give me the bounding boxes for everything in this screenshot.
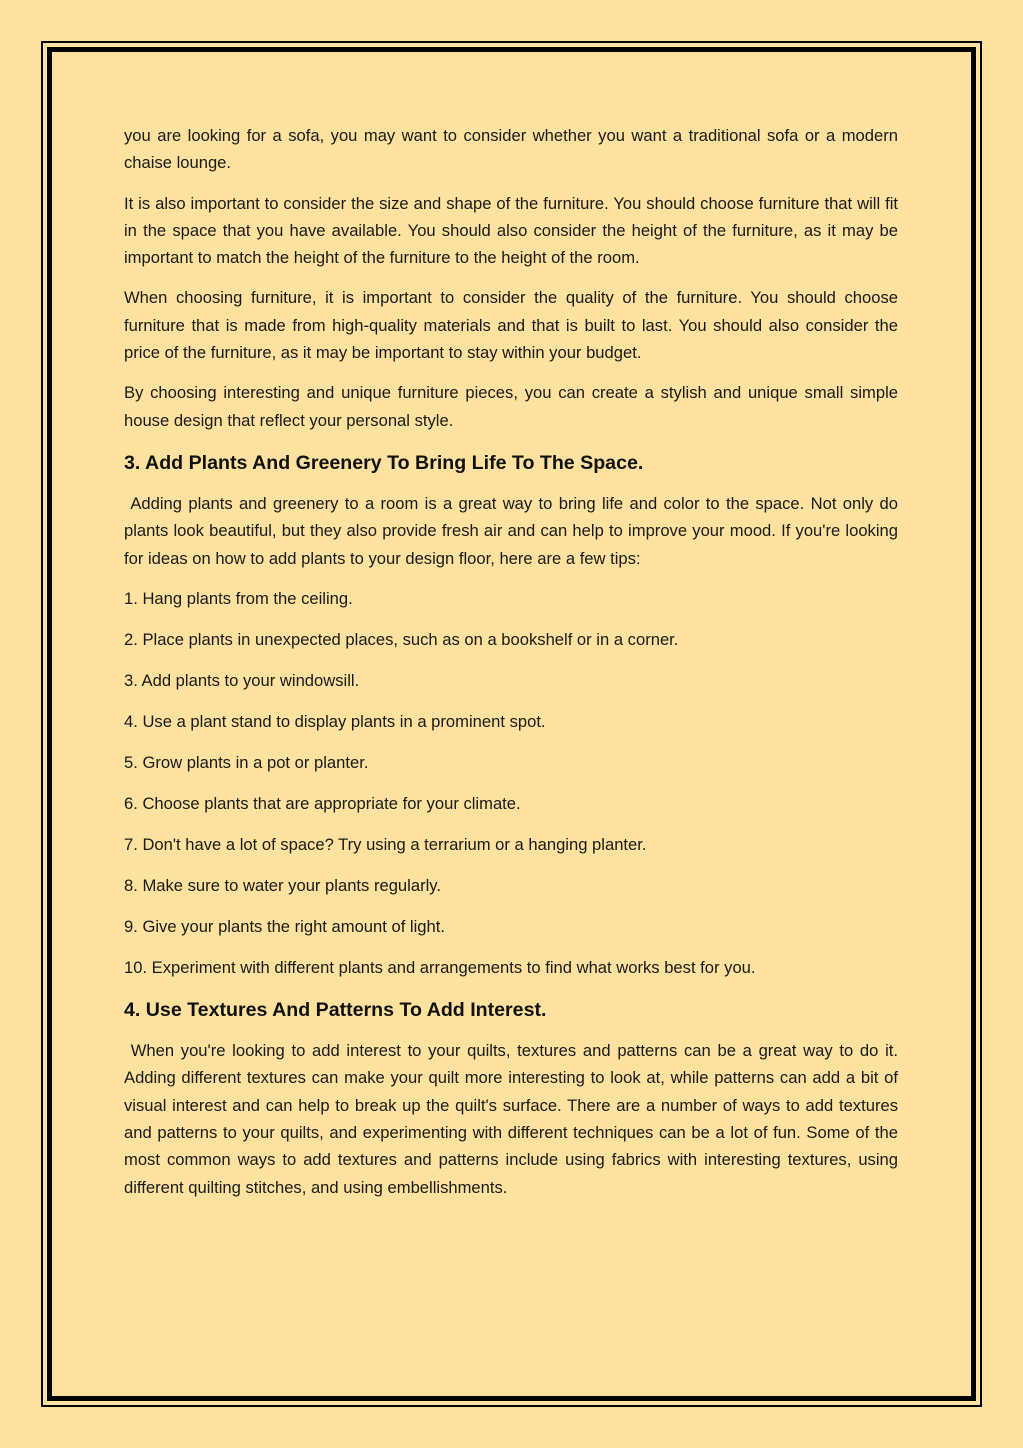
document-body xyxy=(124,122,903,1214)
list-item: 9. Give your plants the right amount of light. xyxy=(124,916,445,936)
list-item: 3. Add plants to your windowsill. xyxy=(124,670,360,690)
list-item: 5. Grow plants in a pot or planter. xyxy=(124,752,369,772)
plant-tips-list xyxy=(124,585,898,981)
section-heading-textures: 4. Use Textures And Patterns To Add Interest. xyxy=(124,999,547,1022)
paragraph-unique-pieces: By choosing interesting and unique furniture pieces, you can create a stylish and unique small simple house design that reflect your personal style. xyxy=(124,383,898,430)
paragraph-sofa-choice: you are looking for a sofa, you may want to consider whether you want a traditional sofa or a modern chaise lounge. xyxy=(124,126,898,173)
list-item: 6. Choose plants that are appropriate for your climate. xyxy=(124,793,521,813)
list-item: 10. Experiment with different plants and arrangements to find what works best for you. xyxy=(124,957,756,977)
section-heading-plants: 3. Add Plants And Greenery To Bring Life To The Space. xyxy=(124,451,644,474)
list-item: 4. Use a plant stand to display plants in a prominent spot. xyxy=(124,711,546,731)
paragraph-textures-body: When you're looking to add interest to your quilts, textures and patterns can be a great way to do it. Adding different textures can make your quilt more interesting to look at, while patterns can add a bit of visual interest and can help to break up the quilt's surface. There are a number of ways to add textures and patterns to your quilts, and experimenting with different techniques can be a lot of fun. Some of the most common ways to add textures and patterns include using fabrics with interesting textures, using different quilting stitches, and using embellishments. xyxy=(124,1041,903,1197)
paragraph-plants-intro: Adding plants and greenery to a room is a great way to bring life and color to the space. Not only do plants look beautiful, but they also provide fresh air and can help to improve your mood. If you're looking for ideas on how to add plants to your design floor, here are a few tips: xyxy=(124,493,903,568)
list-item: 7. Don't have a lot of space? Try using a terrarium or a hanging planter. xyxy=(124,834,647,854)
list-item: 1. Hang plants from the ceiling. xyxy=(124,588,353,608)
paragraph-size-shape: It is also important to consider the size and shape of the furniture. You should choose furniture that will fit in the space that you have available. You should also consider the height of the furniture, as it may be important to match the height of the furniture to the height of the room. xyxy=(124,193,898,268)
paragraph-quality: When choosing furniture, it is important to consider the quality of the furniture. You should choose furniture that is made from high-quality materials and that is built to last. You should also consider the price of the furniture, as it may be important to stay within your budget. xyxy=(124,288,898,363)
list-item: 2. Place plants in unexpected places, such as on a bookshelf or in a corner. xyxy=(124,629,679,649)
list-item: 8. Make sure to water your plants regularly. xyxy=(124,875,441,895)
